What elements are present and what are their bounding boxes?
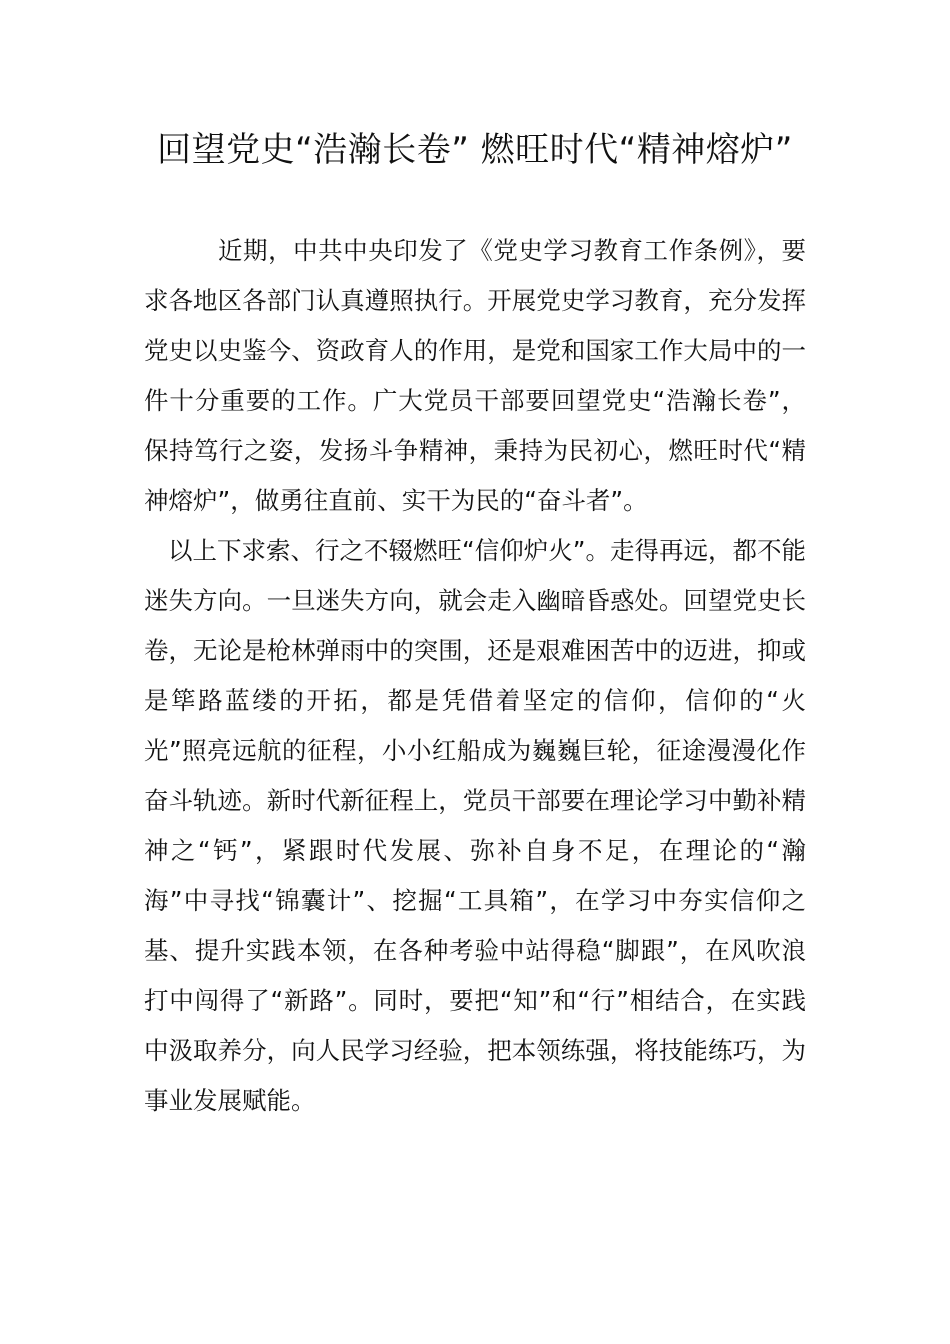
document-body xyxy=(144,226,806,1126)
paragraph-faith: 以上下求索、行之不辍燃旺“信仰炉火”。走得再远，都不能迷失方向。一旦迷失方向，就会走入幽暗昏惑处。回望党史长卷，无论是枪林弹雨中的突围，还是艰难困苦中的迈进，抑或是筚路蓝缕的开拓，都是凭借着坚定的信仰，信仰的“火光”照亮远航的征程，小小红船成为巍巍巨轮，征途漫漫化作奋斗轨迹。新时代新征程上，党员干部要在理论学习中勤补精神之“钙”，紧跟时代发展、弥补自身不足，在理论的“瀚海”中寻找“锦囊计”、挖掘“工具箱”，在学习中夯实信仰之基、提升实践本领，在各种考验中站得稳“脚跟”，在风吹浪打中闯得了“新路”。同时，要把“知”和“行”相结合，在实践中汲取养分，向人民学习经验，把本领练强，将技能练巧，为事业发展赋能。 xyxy=(144,536,806,1115)
document-title: 回望党史“浩瀚长卷” 燃旺时代“精神熔炉” xyxy=(157,130,793,170)
paragraph-intro: 近期，中共中央印发了《党史学习教育工作条例》，要求各地区各部门认真遵照执行。开展党史学习教育，充分发挥党史以史鉴今、资政育人的作用，是党和国家工作大局中的一件十分重要的工作。广大党员干部要回望党史“浩瀚长卷”，保持笃行之姿，发扬斗争精神，秉持为民初心，燃旺时代“精神熔炉”，做勇往直前、实干为民的“奋斗者”。 xyxy=(144,236,806,515)
